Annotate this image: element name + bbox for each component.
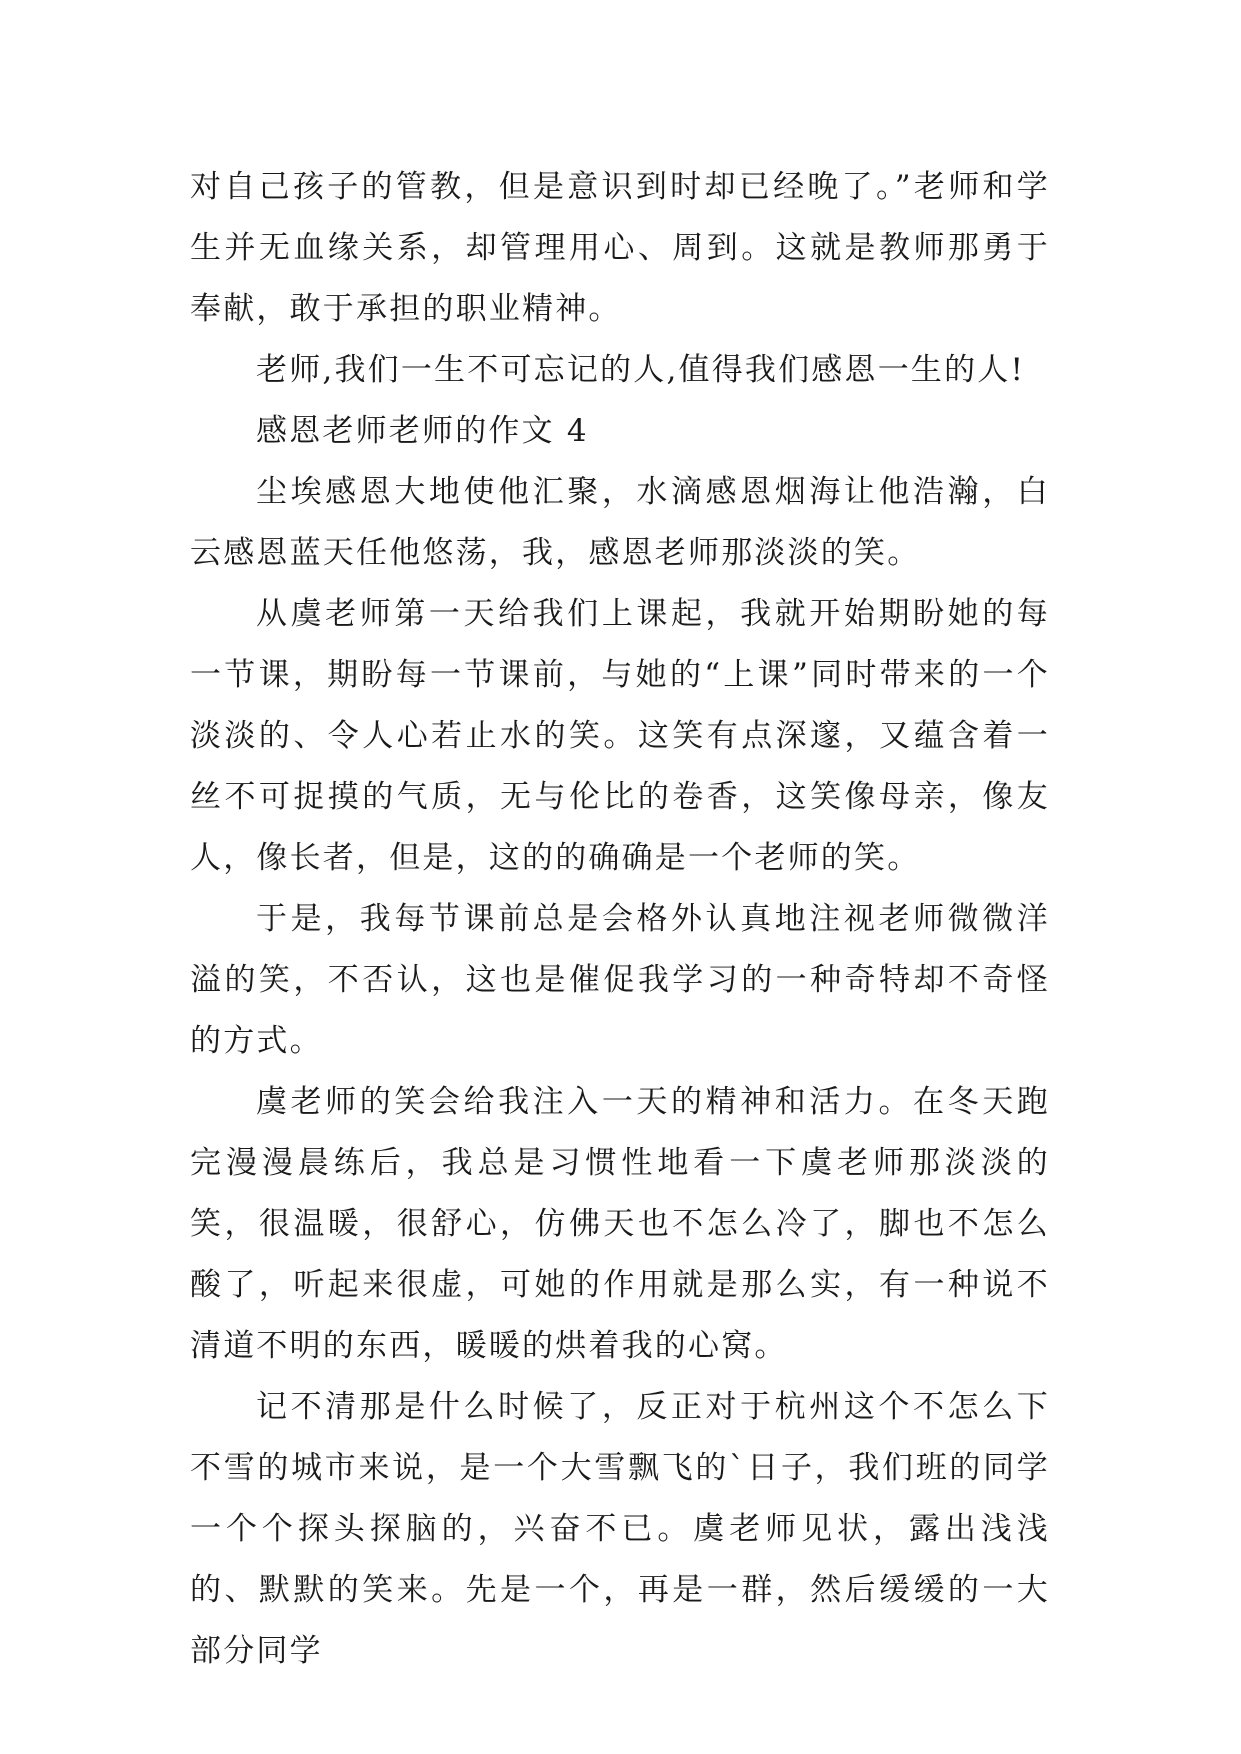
paragraph-snow-day: 记不清那是什么时候了，反正对于杭州这个不怎么下不雪的城市来说，是一个大雪飘飞的`日子，我们班的同学一个个探头探脑的，兴奋不已。虞老师见状，露出浅浅的、默默的笑来。先是一个，再是一群，然后缓缓的一大部分同学 bbox=[190, 1389, 1050, 1669]
paragraph-first-class: 从虞老师第一天给我们上课起，我就开始期盼她的每一节课，期盼每一节课前，与她的“上课”同时带来的一个淡淡的、令人心若止水的笑。这笑有点深邃，又蕴含着一丝不可捉摸的气质，无与伦比的卷香，这笑像母亲，像友人，像长者，但是，这的的确确是一个老师的笑。 bbox=[190, 596, 1050, 876]
paragraph-energy: 虞老师的笑会给我注入一天的精神和活力。在冬天跑完漫漫晨练后，我总是习惯性地看一下虞老师那淡淡的笑，很温暖，很舒心，仿佛天也不怎么冷了，脚也不怎么酸了，听起来很虚，可她的作用就是那么实，有一种说不清道不明的东西，暖暖的烘着我的心窝。 bbox=[190, 1084, 1050, 1364]
essay-heading: 感恩老师老师的作文 4 bbox=[256, 413, 589, 449]
paragraph-tribute: 老师,我们一生不可忘记的人,值得我们感恩一生的人! bbox=[256, 352, 1026, 388]
document-body bbox=[190, 157, 1050, 1682]
paragraph-intro: 尘埃感恩大地使他汇聚，水滴感恩烟海让他浩瀚，白云感恩蓝天任他悠荡，我，感恩老师那淡淡的笑。 bbox=[190, 474, 1050, 571]
paragraph-before-class: 于是，我每节课前总是会格外认真地注视老师微微洋溢的笑，不否认，这也是催促我学习的一种奇特却不奇怪的方式。 bbox=[190, 901, 1050, 1059]
paragraph-continuation: 对自己孩子的管教，但是意识到时却已经晚了。”老师和学生并无血缘关系，却管理用心、周到。这就是教师那勇于奉献，敢于承担的职业精神。 bbox=[190, 169, 1050, 327]
